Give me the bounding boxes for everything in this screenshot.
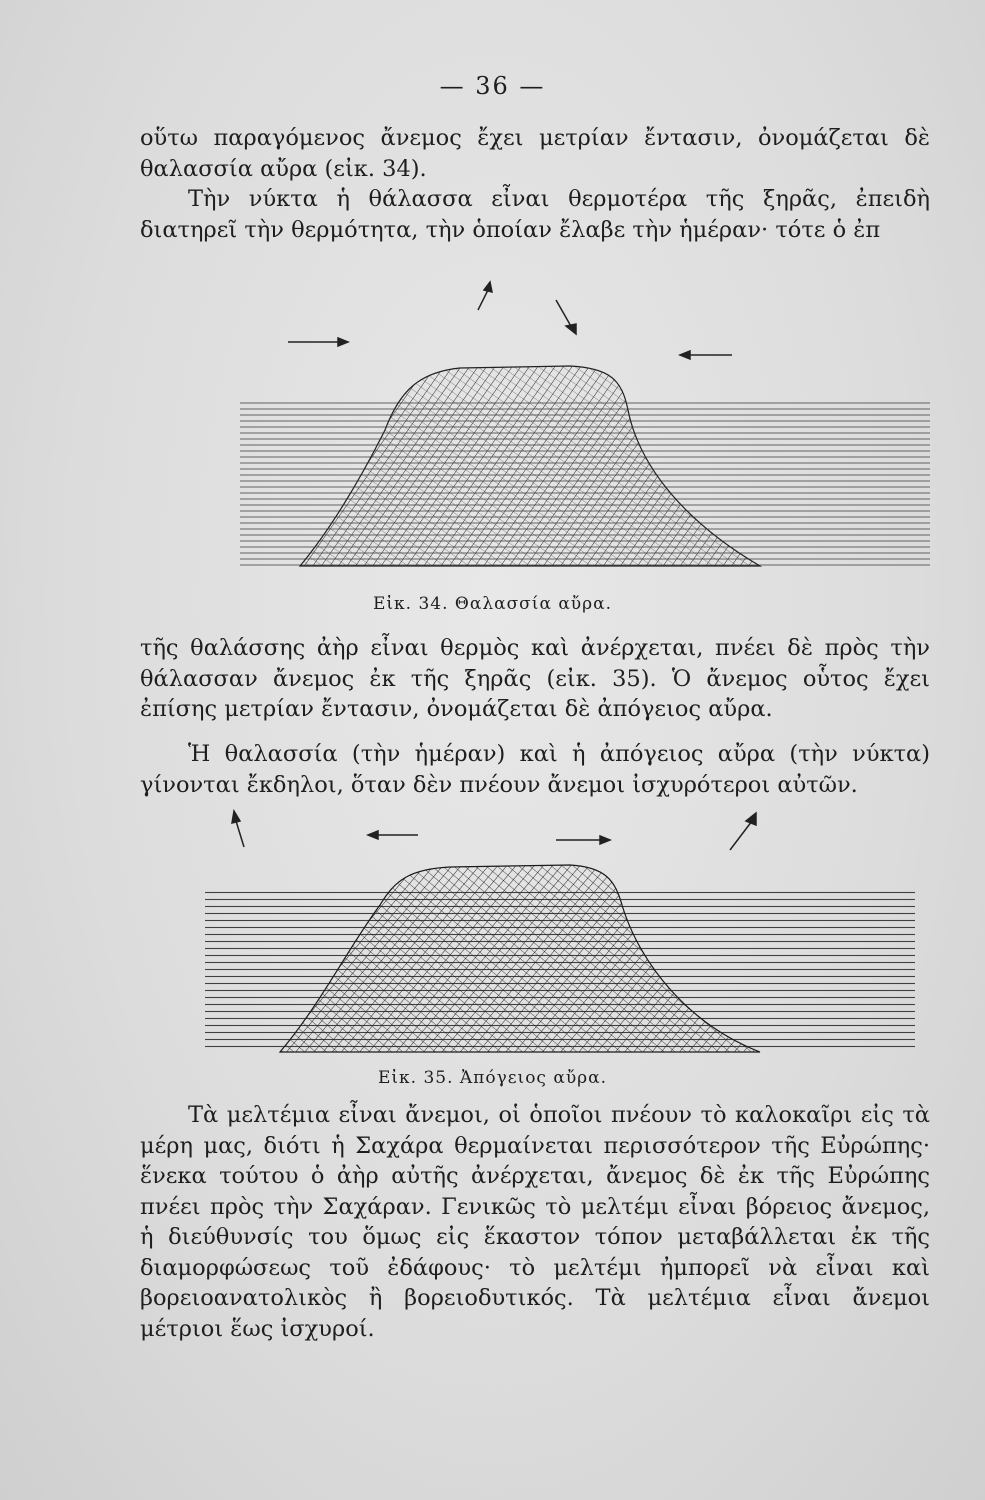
paragraph-1: οὕτω παραγόμενος ἄνεμος ἔχει μετρίαν ἔντασιν, ὀνομάζεται δὲ θαλασσία αὔρα (εἰκ. 34). (140, 125, 930, 182)
wind-arrow-up-right-icon (730, 813, 756, 850)
wind-arrow-left-right-icon (556, 836, 610, 844)
wind-arrow-left-right-icon (288, 338, 348, 346)
wind-arrow-right-left-icon (368, 831, 418, 839)
paragraph-5: Τὰ μελτέμια εἶναι ἄνεμοι, οἱ ὁποῖοι πνέουν τὸ καλοκαῖρι εἰς τὰ μέρη μας, διότι ἡ Σαχάρα θερμαίνεται περισσότερον τῆς Εὐρώπης· ἕνεκα τούτου ὁ ἀὴρ αὐτῆς ἀνέρχεται, ἄνεμος δὲ ἐκ τῆς Εὐρώπης πνέει πρὸς τὴν Σαχάραν. Γενικῶς τὸ μελτέμι εἶναι βόρειος ἄνεμος, ἡ διεύθυνσίς του ὅμως εἰς ἕκαστον τόπον μεταβάλλεται ἐκ τῆς διαμορφώσεως τοῦ ἐδάφους· τὸ μελτέμι ἠμπορεῖ νὰ εἶναι καὶ βορειοανατολικὸς ἢ βορειοδυτικός. Τὰ μελτέμια εἶναι ἄνεμοι μέτριοι ἕως ἰσχυροί. (140, 1102, 930, 1342)
figure-land-breeze-illustration (0, 805, 985, 1060)
wind-arrow-up-left-icon (478, 282, 492, 310)
paragraph-3: τῆς θαλάσσης ἀὴρ εἶναι θερμὸς καὶ ἀνέρχεται, πνέει δὲ πρὸς τὴν θάλασσαν ἄνεμος ἐκ τῆς ξηρᾶς (εἰκ. 35). Ὁ ἄνεμος οὗτος ἔχει ἐπίσης μετρίαν ἔντασιν, ὀνομάζεται δὲ ἀπόγειος αὔρα. (140, 635, 930, 722)
paragraph-2: Τὴν νύκτα ἡ θάλασσα εἶναι θερμοτέρα τῆς ξηρᾶς, ἐπειδὴ διατηρεῖ τὴν θερμότητα, τὴν ὁποίαν ἔλαβε τὴν ἡμέραν· τότε ὁ ἐπ (140, 186, 930, 243)
figure-34-caption: Εἰκ. 34. Θαλασσία αὔρα. (372, 594, 613, 614)
paragraph-4: Ἡ θαλασσία (τὴν ἡμέραν) καὶ ἡ ἀπόγειος αὔρα (τὴν νύκτα) γίνονται ἔκδηλοι, ὅταν δὲν πνέουν ἄνεμοι ἰσχυρότεροι αὐτῶν. (140, 741, 930, 798)
wind-arrow-down-right-icon (556, 300, 576, 334)
figure-sea-breeze-illustration (0, 280, 985, 580)
wind-arrow-up-left-icon (232, 811, 244, 847)
wind-arrow-right-left-icon (680, 351, 732, 359)
page-number: — 36 — (439, 72, 546, 100)
figure-35-caption: Εἰκ. 35. Ἀπόγειος αὔρα. (377, 1068, 608, 1088)
